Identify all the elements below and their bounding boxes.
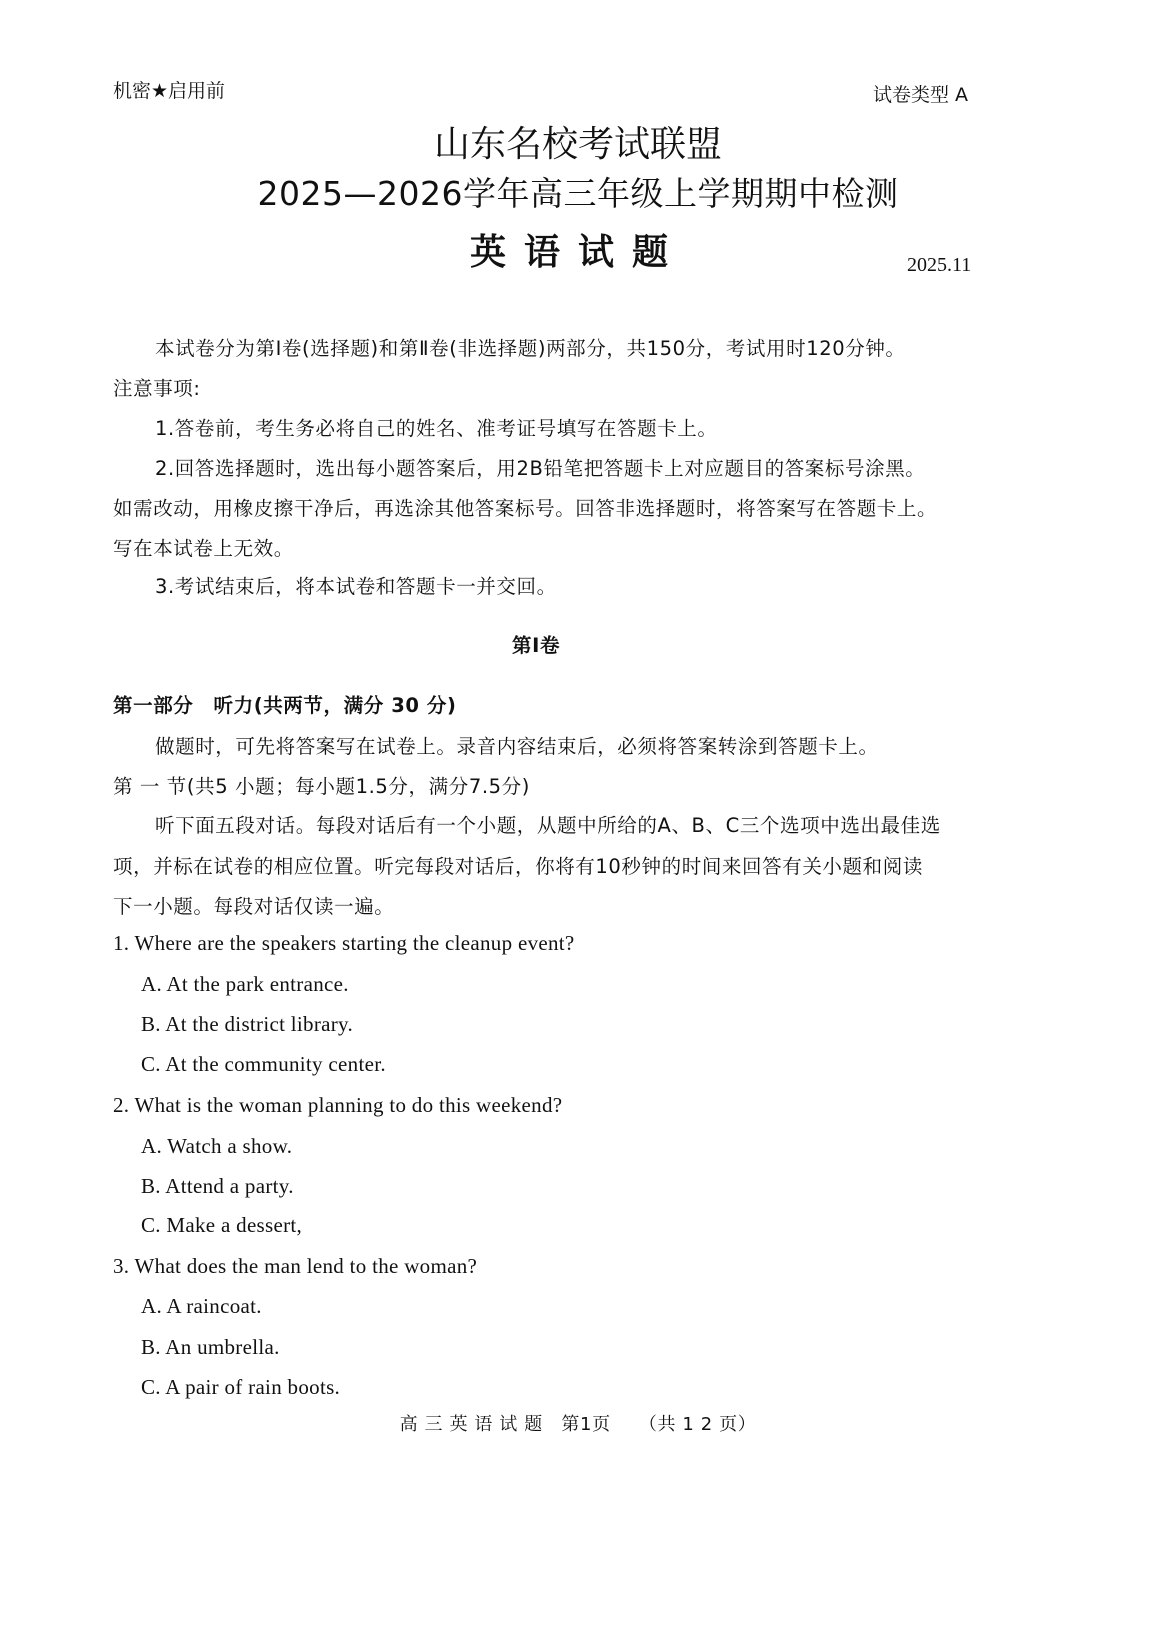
question-3-option-b: B. An umbrella.	[141, 1335, 280, 1359]
volume-heading: 第Ⅰ卷	[512, 634, 561, 657]
exam-alliance-title: 山东名校考试联盟	[433, 124, 722, 165]
confidential-label: 机密★启用前	[113, 80, 226, 102]
subject-title: 英语试题	[469, 232, 686, 273]
note-2-line-2: 如需改动，用橡皮擦干净后，再选涂其他答案标号。回答非选择题时，将答案写在答题卡上。	[113, 497, 938, 520]
page-footer: 高 三 英 语 试 题 第1页 （共 1 2 页）	[399, 1414, 757, 1435]
question-1-option-b: B. At the district library.	[141, 1012, 354, 1036]
question-1-option-a: A. At the park entrance.	[141, 972, 349, 996]
question-2-option-b: B. Attend a party.	[141, 1174, 294, 1198]
section-1-instruction-line-2: 项，并标在试卷的相应位置。听完每段对话后，你将有10秒钟的时间来回答有关小题和阅读	[113, 855, 923, 878]
paper-type-label: 试卷类型 A	[873, 84, 969, 106]
section-1-instruction-line-3: 下一小题。每段对话仅读一遍。	[113, 895, 395, 918]
section-1-instruction-line-1: 听下面五段对话。每段对话后有一个小题，从题中所给的A、B、C三个选项中选出最佳选	[155, 814, 941, 837]
question-2-option-a: A. Watch a show.	[141, 1134, 293, 1158]
notes-heading: 注意事项:	[113, 377, 201, 400]
exam-session-title: 2025—2026学年高三年级上学期期中检测	[257, 174, 899, 213]
exam-summary: 本试卷分为第Ⅰ卷(选择题)和第Ⅱ卷(非选择题)两部分，共150分，考试用时120分钟。	[155, 337, 906, 360]
note-3: 3.考试结束后，将本试卷和答题卡一并交回。	[155, 575, 557, 598]
note-2-line-1: 2.回答选择题时，选出每小题答案后，用2B铅笔把答题卡上对应题目的答案标号涂黑。	[155, 457, 926, 480]
part-1-instruction: 做题时，可先将答案写在试卷上。录音内容结束后，必须将答案转涂到答题卡上。	[155, 735, 879, 758]
section-1-heading: 第 一 节(共5 小题；每小题1.5分，满分7.5分)	[113, 775, 530, 798]
question-2-option-c: C. Make a dessert,	[141, 1213, 303, 1237]
question-1-option-c: C. At the community center.	[141, 1052, 386, 1076]
note-1: 1.答卷前，考生务必将自己的姓名、准考证号填写在答题卡上。	[155, 417, 718, 440]
question-3-option-a: A. A raincoat.	[141, 1294, 262, 1318]
question-1-stem: 1. Where are the speakers starting the cleanup event?	[113, 931, 575, 955]
part-1-heading: 第一部分 听力(共两节，满分 30 分)	[113, 694, 457, 717]
question-2-stem: 2. What is the woman planning to do this weekend?	[113, 1093, 563, 1117]
exam-date: 2025.11	[907, 254, 972, 276]
question-3-stem: 3. What does the man lend to the woman?	[113, 1254, 478, 1278]
note-2-line-3: 写在本试卷上无效。	[113, 537, 294, 560]
question-3-option-c: C. A pair of rain boots.	[141, 1375, 341, 1399]
